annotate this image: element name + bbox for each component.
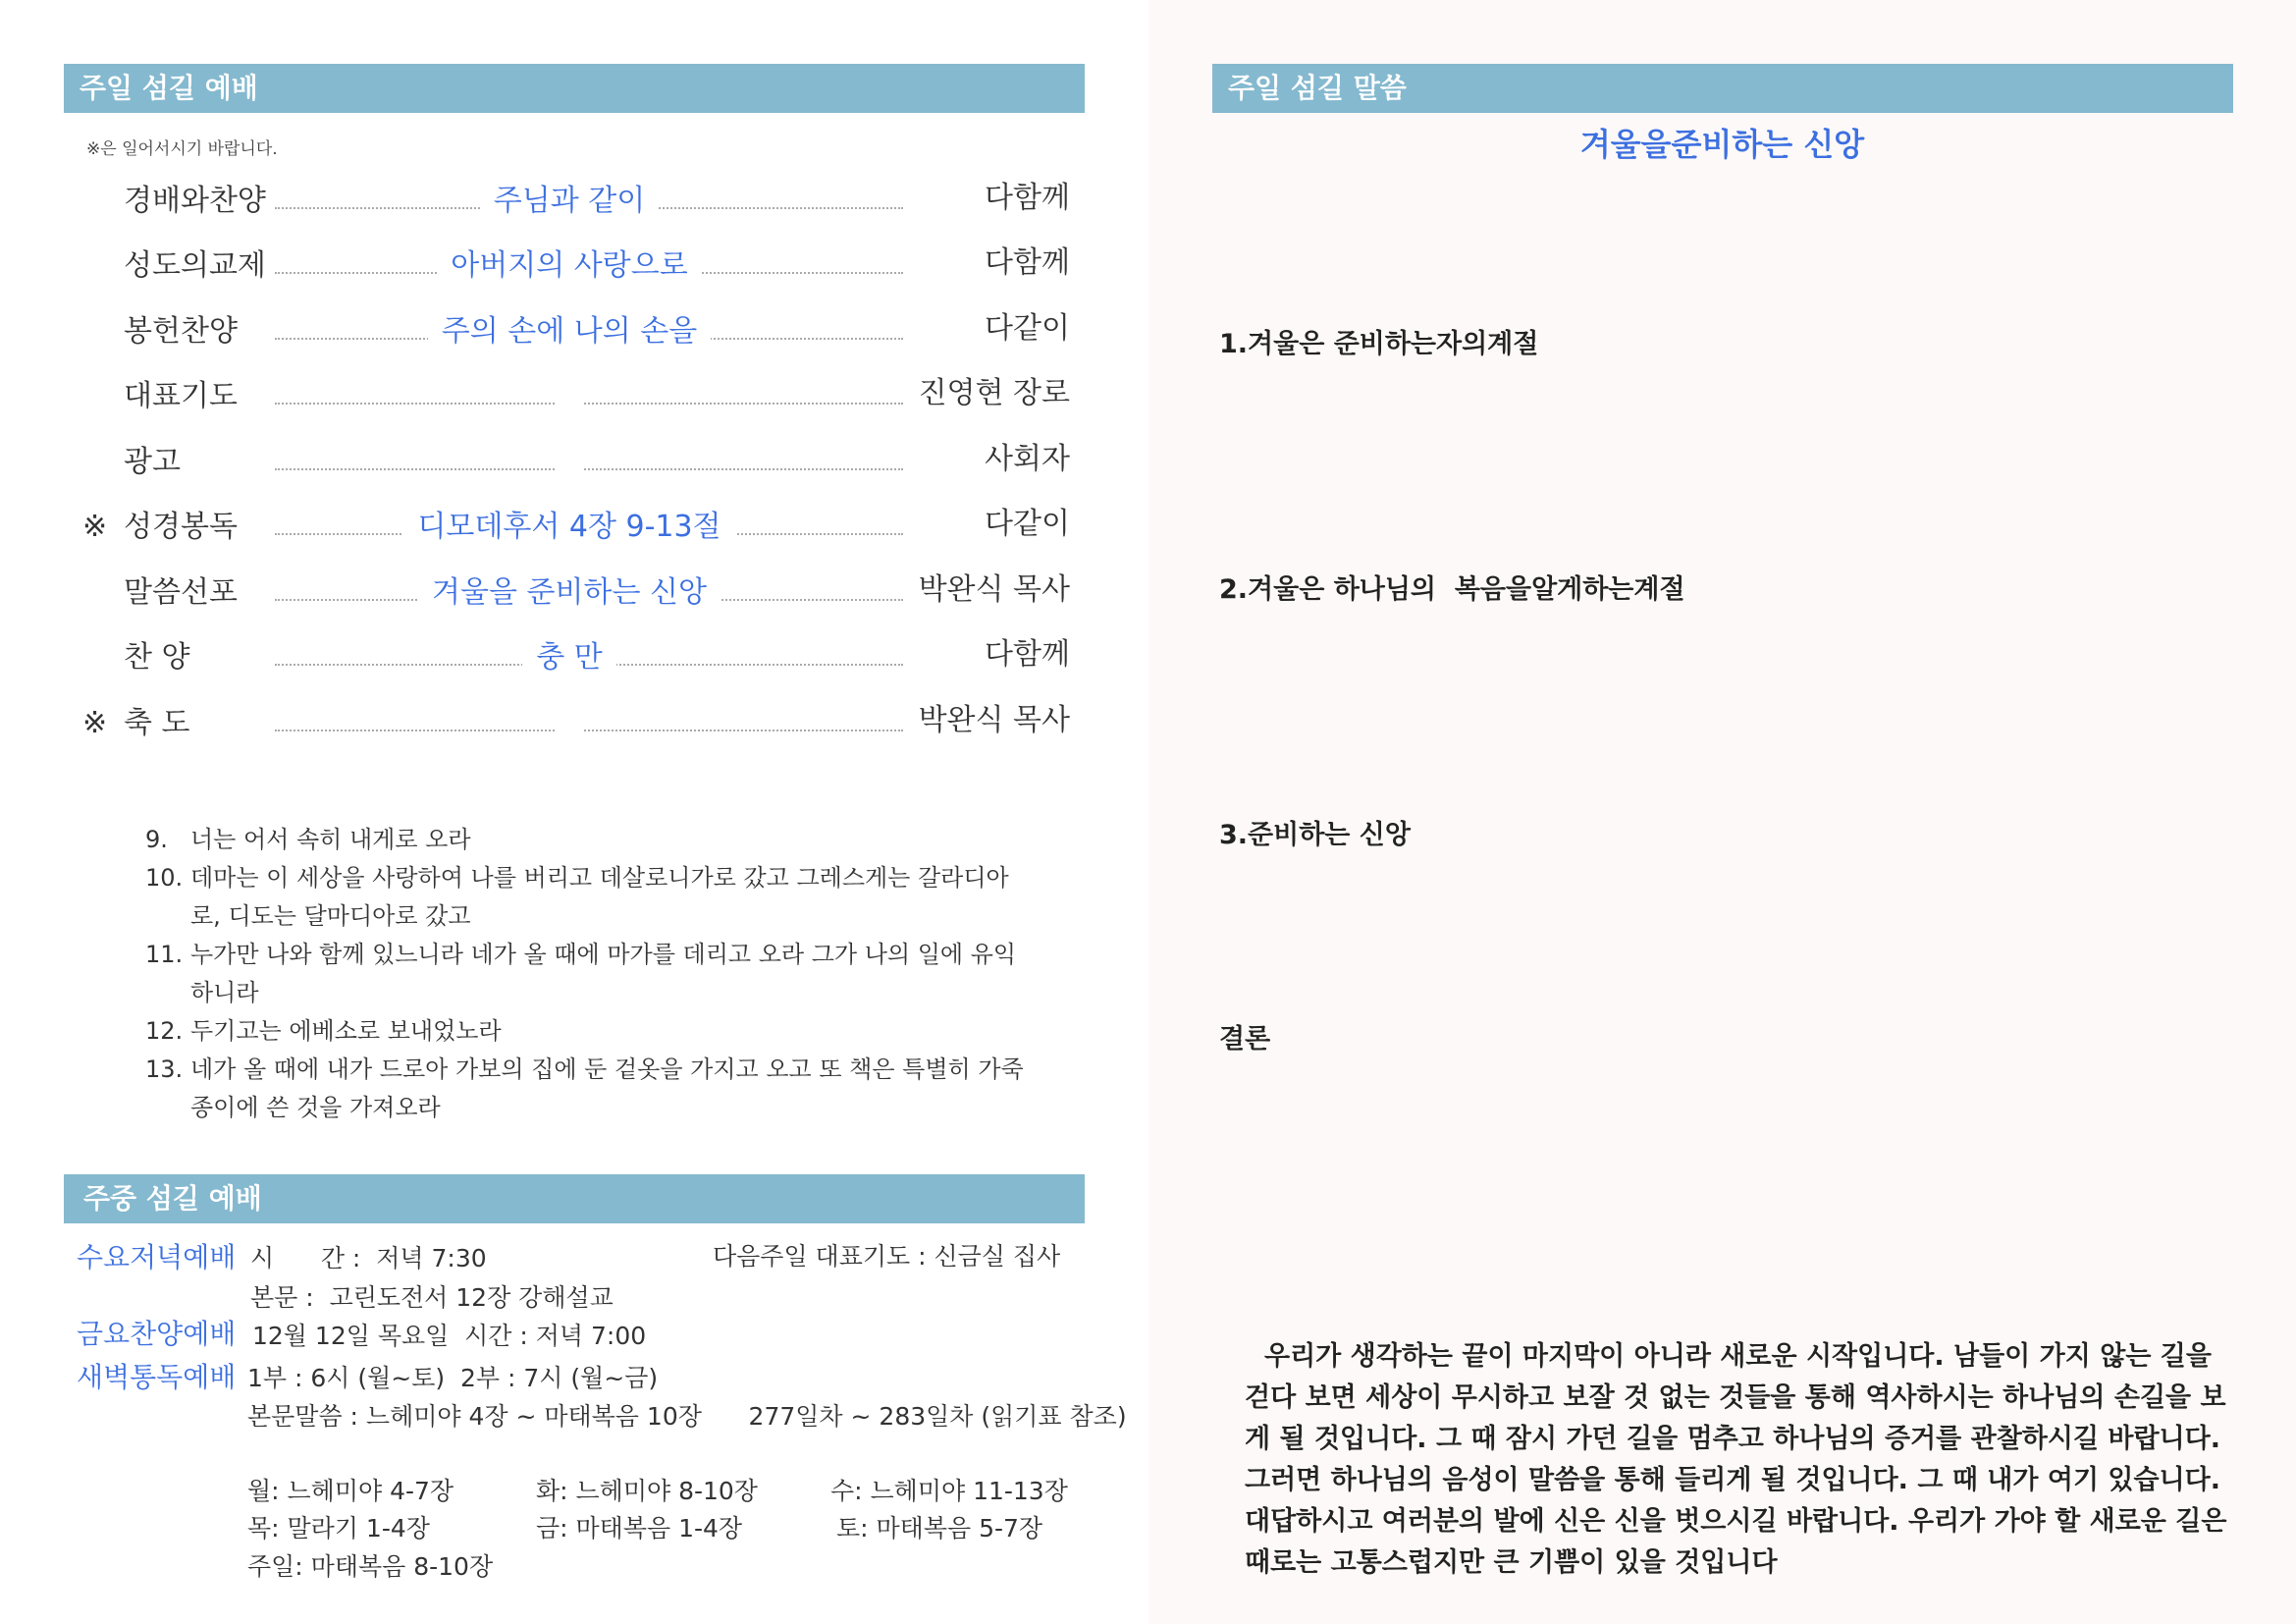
sermon-title: 겨울을준비하는 신앙 (1579, 126, 1865, 163)
wednesday-service-text: 본문 : 고린도전서 12장 강해설교 (250, 1283, 614, 1312)
friday-service-name: 금요찬양예배 (77, 1318, 237, 1350)
order-row (79, 242, 1070, 291)
verse-text: 두기고는 에베소로 보내었노라 (190, 1017, 502, 1045)
weekday-worship-header: 주중 섬길 예배 (64, 1174, 1085, 1223)
order-row (79, 699, 1070, 748)
order-title: 디모데후서 4장 9-13절 (403, 510, 734, 544)
order-title: 겨울을 준비하는 신앙 (418, 575, 721, 610)
order-leader: 사회자 (985, 442, 1070, 476)
verse-item (145, 859, 1029, 936)
verse-text: 네가 올 때에 내가 드로아 가보의 집에 둔 겉옷을 가지고 오고 또 책은 특별히 가죽 종이에 쓴 것을 가져오라 (190, 1056, 1024, 1121)
order-label: 성경봉독 (124, 510, 238, 544)
order-label: 대표기도 (124, 379, 238, 413)
verse-item (145, 936, 1029, 1012)
dawn-service-time: 1부 : 6시 (월~토) 2부 : 7시 (월~금) (247, 1364, 659, 1392)
verse-number: 12. (145, 1017, 184, 1045)
verse-item (145, 821, 1029, 859)
order-title: 충 만 (522, 640, 616, 675)
order-leader: 진영현 장로 (918, 376, 1070, 410)
order-row (79, 372, 1070, 421)
order-label: 성도의교제 (124, 248, 266, 283)
standing-mark: ※ (82, 510, 108, 544)
order-leader: 다함께 (985, 637, 1070, 672)
sermon-header: 주일 섬길 말씀 (1212, 64, 2233, 113)
order-row (79, 307, 1070, 356)
verse-number: 11. (145, 941, 184, 968)
dawn-service-text: 본문말씀 : 느헤미야 4장 ~ 마태복음 10장 277일차 ~ 283일차 (읽기표 참조) (247, 1402, 1127, 1431)
verse-number: 13. (145, 1056, 184, 1083)
order-title: 주님과 같이 (480, 184, 659, 218)
order-label: 찬 양 (124, 640, 190, 675)
wednesday-service-time: 시 간 : 저녁 7:30 (250, 1244, 487, 1272)
reading-wed: 수: 느헤미야 11-13장 (830, 1477, 1068, 1505)
order-title (556, 445, 583, 479)
order-row (79, 438, 1070, 487)
reading-tue: 화: 느헤미야 8-10장 (536, 1477, 758, 1505)
scripture-verses (145, 821, 1029, 1127)
verse-text: 너는 어서 속히 내게로 오라 (190, 826, 471, 853)
reading-mon: 월: 느헤미야 4-7장 (247, 1477, 454, 1505)
reading-thu: 목: 말라기 1-4장 (247, 1514, 430, 1543)
conclusion-text: 우리가 생각하는 끝이 마지막이 아니라 새로운 시작입니다. 남들이 가지 않는 길을 걷다 보면 세상이 무시하고 보잘 것 없는 것들을 통해 역사하시는 하나님의 손길을 보게 될 것입니다. 그 때 잠시 가던 길을 멈추고 하나님의 증거를 관찰하시길 바랍니다. 그러면 하나님의 음성이 말씀을 통해 들리게 될 것입니다. 그 때 내가 여기 있습니다. 대답하시고 여러분의 발에 신은 신을 벗으시길 바랍니다. 우리가 가야 할 새로운 길은 때로는 고통스럽지만 큰 기쁨이 있을 것입니다 (1245, 1341, 2227, 1578)
sunday-worship-header: 주일 섬길 예배 (64, 64, 1085, 113)
friday-service-time: 12월 12일 목요일 시간 : 저녁 7:00 (252, 1322, 647, 1350)
standing-notice: ※은 일어서시기 바랍니다. (86, 139, 278, 159)
order-row (79, 633, 1070, 682)
next-prayer: 다음주일 대표기도 : 신금실 집사 (713, 1242, 1061, 1271)
reading-sat: 토: 마태복음 5-7장 (836, 1514, 1043, 1543)
order-leader: 박완식 목사 (918, 572, 1070, 607)
order-row (79, 177, 1070, 226)
order-leader: 다같이 (985, 507, 1070, 541)
wednesday-service-name: 수요저녁예배 (77, 1241, 237, 1273)
verse-text: 데마는 이 세상을 사랑하여 나를 버리고 데살로니가로 갔고 그레스게는 갈라디아로, 디도는 달마디아로 갔고 (190, 864, 1009, 930)
order-title (556, 706, 583, 740)
verse-number: 9. (145, 826, 168, 853)
reading-sun: 주일: 마태복음 8-10장 (247, 1552, 494, 1581)
order-row (79, 503, 1070, 552)
sermon-point: 2.겨울은 하나님의 복음을알게하는계절 (1219, 574, 1685, 605)
sermon-point: 1.겨울은 준비하는자의계절 (1219, 329, 1539, 359)
verse-text: 누가만 나와 함께 있느니라 네가 올 때에 마가를 데리고 오라 그가 나의 일에 유익하니라 (190, 941, 1017, 1006)
order-leader: 다함께 (985, 181, 1070, 215)
standing-mark: ※ (82, 706, 108, 740)
reading-fri: 금: 마태복음 1-4장 (536, 1514, 743, 1543)
verse-item (145, 1012, 1029, 1051)
order-leader: 박완식 목사 (918, 703, 1070, 737)
order-label: 광고 (124, 445, 181, 479)
order-label: 경배와찬양 (124, 184, 266, 218)
order-title: 주의 손에 나의 손을 (428, 314, 711, 349)
order-leader: 다같이 (985, 311, 1070, 346)
verse-item (145, 1051, 1029, 1127)
conclusion-label: 결론 (1219, 1024, 1271, 1055)
order-title (556, 379, 583, 413)
order-title: 아버지의 사랑으로 (437, 248, 701, 283)
order-leader: 다함께 (985, 245, 1070, 280)
verse-number: 10. (145, 864, 184, 892)
order-label: 봉헌찬양 (124, 314, 238, 349)
dawn-service-name: 새벽통독예배 (77, 1361, 237, 1393)
order-row (79, 568, 1070, 618)
order-label: 말씀선포 (124, 575, 238, 610)
order-label: 축 도 (124, 706, 190, 740)
sermon-point: 3.준비하는 신앙 (1219, 820, 1411, 850)
